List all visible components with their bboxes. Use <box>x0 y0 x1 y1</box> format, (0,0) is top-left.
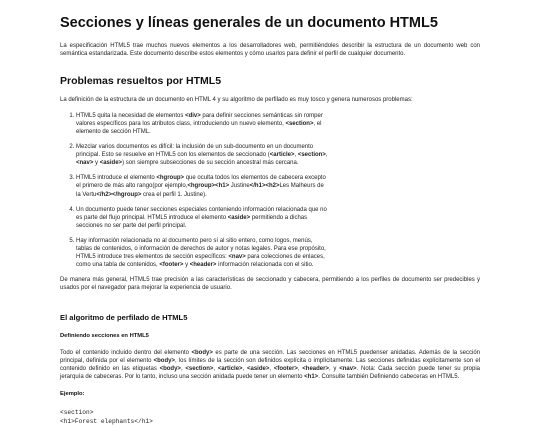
inline-tag: <body> <box>159 365 181 372</box>
text-run: HTML5 quita la necesidad de elementos <box>76 112 186 119</box>
inline-tag: <div> <box>185 112 201 119</box>
text-run: Todo el contenido incluido dentro del elemento <box>60 349 192 356</box>
section-heading-algorithm: El algoritmo de perfilado de HTML5 <box>60 313 188 323</box>
text-run: . Consulte también Definiendo cabeceras en HTML5. <box>318 373 460 380</box>
text-run: , <box>294 152 298 159</box>
inline-tag: <nav> <box>339 365 357 372</box>
inline-tag: </h1><h2> <box>249 183 280 190</box>
text-run: para colecciones de enlaces, como una tabla de contenidos, <box>76 254 325 269</box>
text-run: , <box>325 152 328 159</box>
inline-tag: <header> <box>189 262 217 269</box>
text-run: Hay información relacionada no al documento pero sí al sitio entero, como logos, menús, tablas de contenidos, o información de derechos de autor y notas legales. Para ese propósito, HTML5 introduce tres elementos de sección específicos: <box>76 237 326 261</box>
text-run: , <box>297 365 303 372</box>
text-run: , <box>213 365 218 372</box>
inline-tag: <nav> <box>76 160 94 167</box>
text-run: , los límites de la sección son definidos explícita o implícitamente. Las secciones definidas explícitamente son el contenido definido en las etiquetas <box>60 357 480 372</box>
list-item <box>76 206 480 230</box>
text-run: ) son siempre subsecciones de su sección ancestral más cercana. <box>122 160 299 167</box>
sections-paragraph <box>60 349 480 381</box>
list-item <box>76 143 480 167</box>
example-label: Ejemplo: <box>60 390 85 397</box>
inline-tag: <article> <box>217 365 243 372</box>
inline-tag: </h2></hgroup> <box>96 191 142 198</box>
list-item <box>76 237 480 269</box>
inline-tag: <body> <box>153 357 175 364</box>
inline-tag: <header> <box>302 365 329 372</box>
inline-tag: <aside> <box>247 365 270 372</box>
text-run: Les Malheurs de la Vertu <box>76 183 324 198</box>
text-run: , y <box>328 365 340 372</box>
text-run: crea el perfil 1. Justine). <box>141 191 207 198</box>
inline-tag: <footer> <box>159 262 184 269</box>
text-run: , el elemento de sección HTML. <box>76 120 322 135</box>
text-run: Mezclar varios documentos es difícil: la inclusión de un sub-documento en un documento principal. Esto se resuelve en HTML5 con los elementos de seccionado ( <box>76 144 314 159</box>
text-run: información relacionada con el sitio. <box>216 262 314 269</box>
inline-tag: <hgroup><h1> <box>187 183 230 190</box>
problems-list <box>60 112 480 270</box>
inline-tag: <section> <box>297 152 326 159</box>
text-run: permitiendo a dichas secciones no ser parte del perfil principal. <box>76 214 308 229</box>
inline-tag: <section> <box>185 365 214 372</box>
text-run: , <box>242 365 247 372</box>
page-title: Secciones y líneas generales de un documento HTML5 <box>60 15 438 31</box>
text-run: Justine <box>229 183 250 190</box>
inline-tag: <section> <box>285 120 314 127</box>
text-run: para definir secciones semánticas sin romper valores específicos para los atributos class, introduciendo un nuevo elemento, <box>76 112 323 127</box>
inline-tag: <nav> <box>228 254 246 261</box>
text-run: , <box>180 365 186 372</box>
intro-paragraph: La especificación HTML5 trae muchos nuevos elementos a los desarrolladores web, permitiéndoles describir la estructura de un documento web con semántica estandarizada. Este documento describe estos elementos y cómo usarlos para definir el perfil de cualquier documento. <box>60 42 480 58</box>
code-line: <section> <box>60 408 94 416</box>
text-run: HTML5 introduce el elemento <box>76 175 157 182</box>
section-lead: La definición de la estructura de un documento en HTML 4 y su algoritmo de perfilado es muy tosco y genera numerosos problemas: <box>60 96 413 103</box>
inline-tag: <footer> <box>273 365 298 372</box>
inline-tag: <h1> <box>304 373 319 380</box>
text-run: y <box>183 262 190 269</box>
section-heading-problems: Problemas resueltos por HTML5 <box>60 75 222 88</box>
inline-tag: <body> <box>191 349 213 356</box>
text-run: que oculta todos los elementos de cabecera excepto el primero de más alto rango(por ejemplo, <box>76 175 326 190</box>
text-run: . Nota: Cada sección puede tener su propia jerarquía de cabeceras. Por lo tanto, incluso una sección anidada puede tener un elemento <box>60 365 481 380</box>
text-run: es parte de una sección. Las secciones en HTML5 puedenser anidadas. Además de la sección principal, definida por el elemento <box>60 349 481 364</box>
text-run: Un documento puede tener secciones especiales conteniendo información relacionada que no es parte del flujo principal. HTML5 introduce el elemento <box>76 206 327 221</box>
inline-tag: <hgroup> <box>156 175 185 182</box>
inline-tag: <article> <box>269 152 295 159</box>
code-line: <h1>Forest elephants</h1> <box>60 417 153 425</box>
subsection-heading: Definiendo secciones en HTML5 <box>60 332 149 339</box>
list-item <box>76 174 480 198</box>
list-item <box>76 112 480 136</box>
code-example <box>60 409 480 427</box>
section-closing: De manera más general, HTML5 trae precisión a las características de seccionado y cabecera, permitiendo a los perfiles de documento ser predecibles y usados por el navegador para mejorar la experiencia de usuario. <box>60 277 480 292</box>
text-run: , <box>269 365 274 372</box>
text-run: y <box>93 160 100 167</box>
inline-tag: <aside> <box>227 214 251 221</box>
inline-tag: <aside> <box>99 160 123 167</box>
